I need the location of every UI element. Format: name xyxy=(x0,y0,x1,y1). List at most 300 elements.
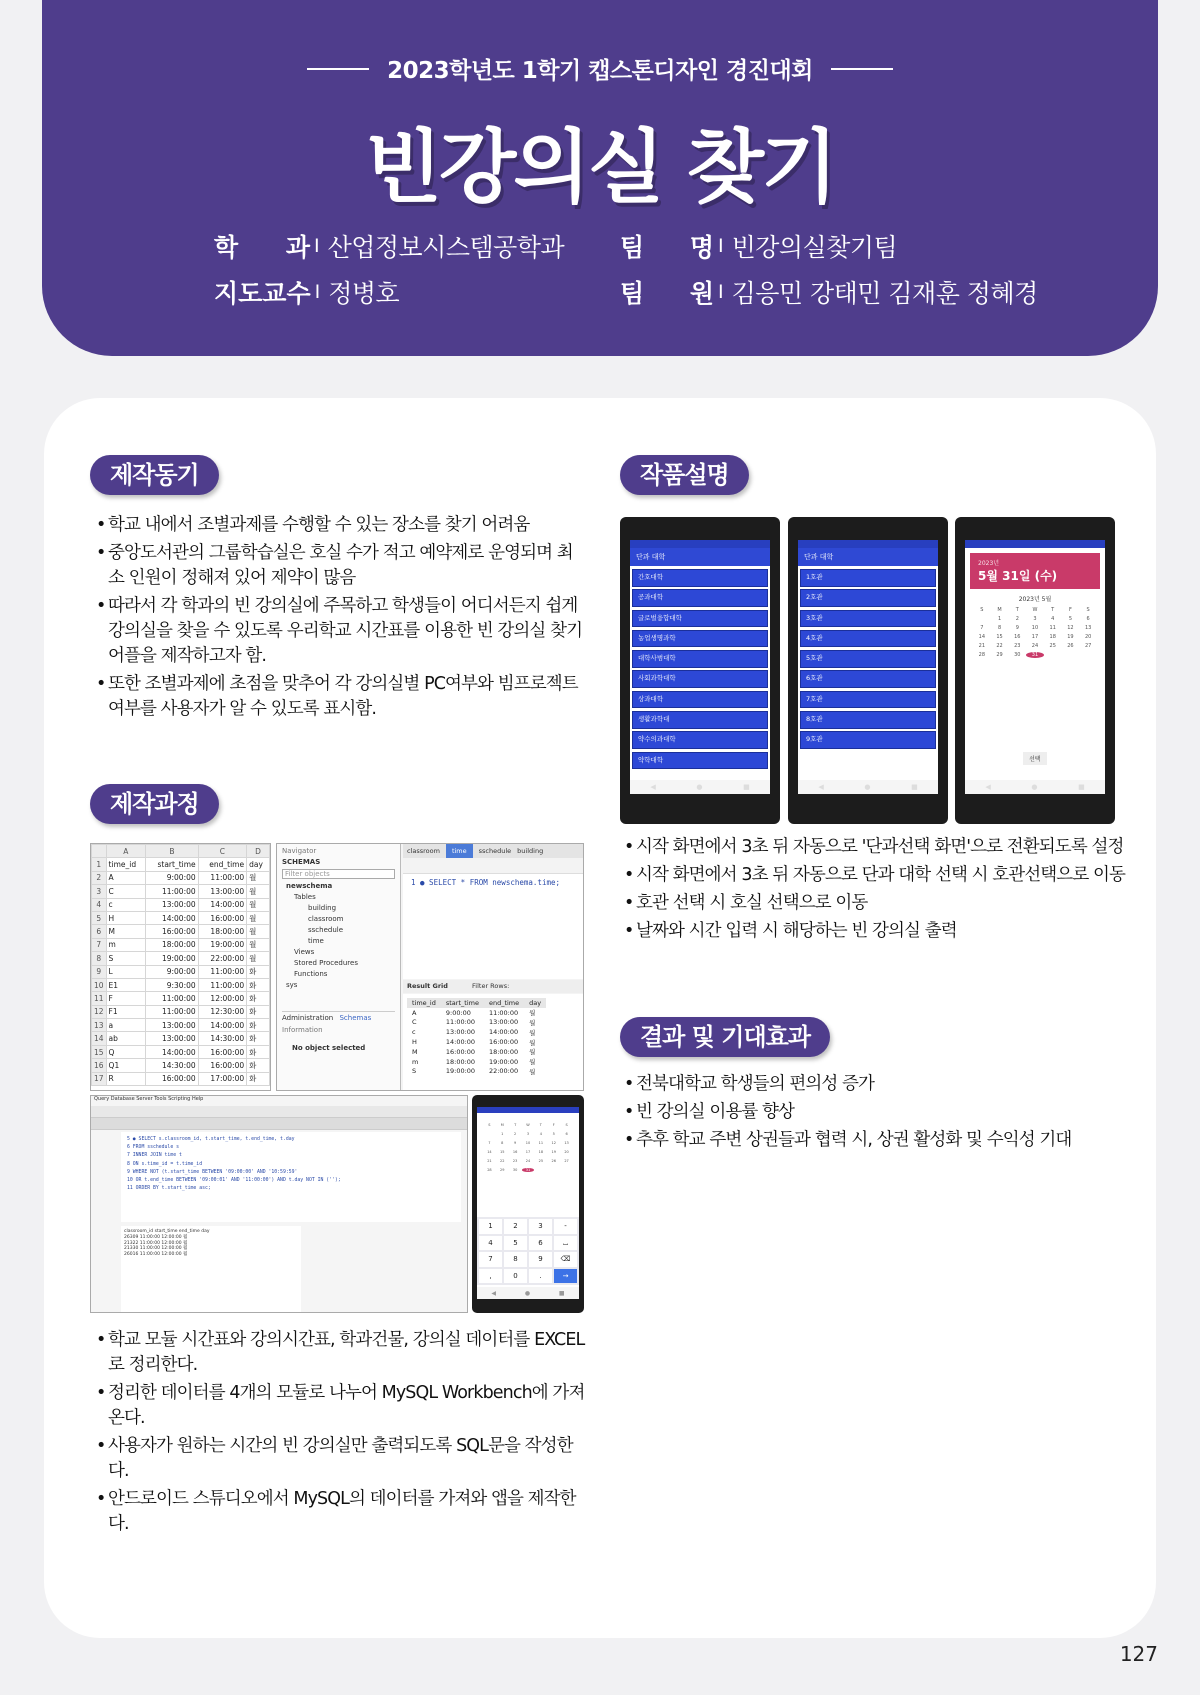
table-cell[interactable]: 16:00:00 xyxy=(146,1072,199,1085)
calendar-day[interactable]: S xyxy=(980,607,984,613)
table-cell[interactable]: 16:00:00 xyxy=(198,1059,246,1072)
table-cell[interactable]: 14:00:00 xyxy=(198,898,246,911)
table-row xyxy=(92,911,270,924)
calendar-day[interactable]: 4 xyxy=(539,1132,542,1136)
table-cell[interactable]: start_time xyxy=(146,858,199,871)
result-header-cell[interactable]: day xyxy=(524,998,546,1008)
result-table xyxy=(407,998,546,1076)
calendar-day[interactable]: 1 xyxy=(997,616,1002,622)
table-cell[interactable]: 17 xyxy=(92,1072,107,1085)
section-title-description: 작품설명 xyxy=(620,455,749,495)
table-cell[interactable]: end_time xyxy=(198,858,246,871)
calendar-day[interactable]: 15 xyxy=(996,634,1003,640)
table-cell[interactable]: 12 xyxy=(92,1005,107,1018)
table-cell[interactable]: 19:00:00 xyxy=(146,952,199,965)
table-cell[interactable]: F1 xyxy=(106,1005,146,1018)
calendar-day[interactable]: 7 xyxy=(980,625,984,631)
keypad-key[interactable]: 0 xyxy=(504,1269,527,1284)
table-cell[interactable]: 화 xyxy=(247,978,270,991)
table-cell[interactable]: 17:00:00 xyxy=(198,1072,246,1085)
column-header-cell[interactable]: D xyxy=(247,845,270,858)
table-cell[interactable]: c xyxy=(106,898,146,911)
keypad-key[interactable]: 6 xyxy=(529,1236,552,1251)
keypad-key[interactable]: 7 xyxy=(479,1252,502,1267)
table-cell[interactable]: 12:30:00 xyxy=(198,1005,246,1018)
list-item: • 안드로이드 스튜디오에서 MySQL의 데이터를 가져와 앱을 제작한다. xyxy=(96,1487,588,1537)
table-cell[interactable]: 11:00:00 xyxy=(198,871,246,884)
calendar-day[interactable] xyxy=(973,616,991,622)
phone-mockup-colleges xyxy=(620,517,780,824)
table-cell[interactable]: 화 xyxy=(247,1045,270,1058)
table-cell[interactable]: 11:00:00 xyxy=(146,885,199,898)
calendar-day[interactable]: 3 xyxy=(526,1132,530,1136)
column-header-cell[interactable]: A xyxy=(106,845,146,858)
list-item[interactable]: 상과대학 xyxy=(632,691,768,709)
table-cell[interactable]: 화 xyxy=(247,992,270,1005)
calendar-day[interactable]: 9 xyxy=(1015,625,1019,631)
table-cell[interactable]: time_id xyxy=(106,858,146,871)
table-cell[interactable]: 16:00:00 xyxy=(198,911,246,924)
home-icon[interactable]: ● xyxy=(1031,783,1038,791)
table-cell[interactable]: R xyxy=(106,1072,146,1085)
table-cell[interactable]: 화 xyxy=(247,1005,270,1018)
calendar-day[interactable]: 29 xyxy=(500,1168,505,1172)
list-item[interactable]: 3호관 xyxy=(800,610,936,628)
list-item[interactable]: 약수의과대학 xyxy=(632,731,768,749)
tree-item[interactable]: Views xyxy=(294,948,315,956)
calendar-day[interactable]: M xyxy=(997,607,1002,613)
calendar-day[interactable]: 31 xyxy=(522,1168,535,1172)
back-icon[interactable]: ◀ xyxy=(491,1289,497,1297)
app-header: 단과 대학 xyxy=(798,548,938,566)
table-cell: M xyxy=(412,1047,418,1056)
calendar-day[interactable]: 2 xyxy=(514,1132,517,1136)
keypad-key[interactable]: 8 xyxy=(504,1252,527,1267)
table-cell[interactable]: 13:00:00 xyxy=(146,1019,199,1032)
phone-mockup-calendar xyxy=(955,517,1115,824)
keypad-key[interactable]: ⌫ xyxy=(554,1252,577,1267)
table-cell[interactable]: 16:00:00 xyxy=(198,1045,246,1058)
calendar-day[interactable]: 9 xyxy=(514,1141,517,1145)
table-cell[interactable]: 월 xyxy=(247,938,270,951)
result-line: classroom_id start_time end_time day xyxy=(124,1229,210,1234)
keypad-key[interactable]: 2 xyxy=(504,1219,527,1234)
result-line: 21322 11:00:00 12:00:00 월 xyxy=(124,1240,188,1246)
table-row xyxy=(92,925,270,938)
calendar-day[interactable]: 14 xyxy=(487,1150,492,1154)
table-cell[interactable]: 3 xyxy=(92,885,107,898)
list-item[interactable]: 간호대학 xyxy=(632,569,768,587)
calendar-day[interactable]: 25 xyxy=(1049,643,1056,649)
table-cell[interactable]: 14:30:00 xyxy=(146,1059,199,1072)
keypad-key[interactable]: 1 xyxy=(479,1219,502,1234)
table-row xyxy=(92,1059,270,1072)
keypad-key[interactable]: ⌴ xyxy=(554,1236,577,1251)
table-cell[interactable]: 월 xyxy=(247,952,270,965)
picker-month: 2023년 5월 xyxy=(1018,596,1052,603)
table-cell[interactable]: 16 xyxy=(92,1059,107,1072)
back-icon[interactable]: ◀ xyxy=(818,783,824,791)
list-item[interactable]: 8호관 xyxy=(800,711,936,729)
calendar-day[interactable]: 10 xyxy=(1031,625,1039,631)
tab-administration[interactable]: Administration xyxy=(282,1014,334,1022)
keypad-key[interactable]: 4 xyxy=(479,1236,502,1251)
calendar-day[interactable]: 13 xyxy=(564,1141,569,1145)
table-cell[interactable]: 9:00:00 xyxy=(146,871,199,884)
table-cell[interactable]: 7 xyxy=(92,938,107,951)
recents-icon[interactable]: ■ xyxy=(558,1289,565,1297)
table-cell: 월 xyxy=(529,1048,536,1057)
list-item[interactable]: 사회과학대학 xyxy=(632,670,768,688)
table-row[interactable] xyxy=(407,1027,546,1037)
table-cell: 19:00:00 xyxy=(488,1057,519,1066)
back-icon[interactable]: ◀ xyxy=(985,783,991,791)
code-line: 10 OR t.end_time BETWEEN '09:00:01' AND '11:00:00') AND t.day NOT IN (''); xyxy=(127,1178,341,1184)
calendar-day[interactable]: 19 xyxy=(1067,634,1074,640)
table-cell[interactable]: 2 xyxy=(92,871,107,884)
list-item[interactable]: 7호관 xyxy=(800,691,936,709)
table-cell: 18:00:00 xyxy=(445,1057,476,1066)
calendar-day[interactable]: 27 xyxy=(564,1159,569,1163)
calendar-day[interactable]: 18 xyxy=(1049,634,1056,640)
tree-item[interactable]: classroom xyxy=(308,915,344,923)
calendar-day[interactable]: 26 xyxy=(1067,643,1074,649)
calendar-day[interactable]: T xyxy=(539,1123,542,1127)
calendar-day[interactable]: 20 xyxy=(564,1150,569,1154)
calendar-day[interactable]: 6 xyxy=(1086,616,1090,622)
tree-item[interactable]: sys xyxy=(286,981,298,989)
table-cell[interactable]: A xyxy=(106,871,146,884)
calendar-day[interactable]: 11 xyxy=(538,1141,544,1145)
calendar-day[interactable]: 17 xyxy=(1031,634,1039,640)
recents-icon[interactable]: ■ xyxy=(743,783,750,791)
table-cell[interactable]: 화 xyxy=(247,965,270,978)
schemas-title: SCHEMAS xyxy=(282,858,321,866)
calendar-day[interactable]: T xyxy=(1015,607,1019,613)
calendar-day[interactable]: 16 xyxy=(512,1150,518,1154)
phone-screen xyxy=(630,540,770,794)
list-item[interactable]: 공과대학 xyxy=(632,589,768,607)
calendar-day[interactable]: 18 xyxy=(538,1150,544,1154)
table-row xyxy=(92,1072,270,1085)
table-cell[interactable]: 11:00:00 xyxy=(146,992,199,1005)
table-cell[interactable]: H xyxy=(106,911,146,924)
list-item[interactable]: 6호관 xyxy=(800,670,936,688)
confirm-button[interactable]: 선택 xyxy=(1023,752,1047,765)
list-item[interactable]: 5호관 xyxy=(800,650,936,668)
column-header-cell[interactable] xyxy=(92,845,107,858)
table-cell[interactable]: 화 xyxy=(247,1072,270,1085)
calendar-day[interactable]: 22 xyxy=(500,1159,505,1163)
table-cell[interactable]: 월 xyxy=(247,911,270,924)
table-cell[interactable]: 11:00:00 xyxy=(198,965,246,978)
picker-date: 5월 31일 (수) xyxy=(978,569,1058,583)
result-header-cell[interactable]: end_time xyxy=(484,998,524,1008)
calendar-day[interactable]: 31 xyxy=(1026,652,1044,658)
table-cell[interactable]: 19:00:00 xyxy=(198,938,246,951)
result-header-cell[interactable]: start_time xyxy=(441,998,484,1008)
calendar-day[interactable]: 7 xyxy=(488,1141,491,1145)
list-item[interactable]: 농업생명과학 xyxy=(632,630,768,648)
keypad-key[interactable]: - xyxy=(554,1219,577,1234)
calendar-day[interactable]: S xyxy=(565,1123,568,1127)
table-row[interactable] xyxy=(407,1037,546,1047)
table-cell[interactable]: 14:00:00 xyxy=(146,1045,199,1058)
table-row xyxy=(92,898,270,911)
calendar-day[interactable]: 22 xyxy=(996,643,1003,649)
table-cell[interactable]: 월 xyxy=(247,871,270,884)
table-cell[interactable]: 5 xyxy=(92,911,107,924)
navigator-title: Navigator xyxy=(282,847,317,855)
calendar-day[interactable]: T xyxy=(514,1123,517,1127)
menu-bar[interactable]: Query Database Server Tools Scripting Help xyxy=(94,1096,204,1102)
table-cell[interactable]: 1 xyxy=(92,858,107,871)
table-cell[interactable]: 11 xyxy=(92,992,107,1005)
tab-building[interactable]: building xyxy=(517,847,544,855)
table-cell[interactable]: a xyxy=(106,1019,146,1032)
table-cell[interactable]: 12:00:00 xyxy=(198,992,246,1005)
calendar-day[interactable]: 3 xyxy=(1033,616,1037,622)
list-item[interactable]: 4호관 xyxy=(800,630,936,648)
table-cell[interactable]: 9 xyxy=(92,965,107,978)
home-icon[interactable]: ● xyxy=(864,783,871,791)
toolbar xyxy=(91,1106,467,1118)
table-cell: 18:00:00 xyxy=(488,1047,519,1056)
table-cell[interactable]: C xyxy=(106,885,146,898)
table-cell[interactable]: 13:00:00 xyxy=(146,1032,199,1045)
tab-time[interactable]: time xyxy=(446,844,473,858)
tree-item[interactable]: Functions xyxy=(294,970,328,978)
calendar-grid xyxy=(477,1113,579,1172)
result-line: 21330 11:00:00 12:00:00 월 xyxy=(124,1246,188,1252)
table-cell[interactable]: 4 xyxy=(92,898,107,911)
table-cell[interactable]: 11:00:00 xyxy=(198,978,246,991)
calendar-day[interactable]: M xyxy=(500,1123,504,1127)
picker-year: 2023년 xyxy=(978,560,1000,567)
table-cell: 19:00:00 xyxy=(445,1067,476,1076)
calendar-day[interactable]: 24 xyxy=(1031,643,1039,649)
column-header-cell[interactable]: B xyxy=(146,845,199,858)
calendar-day[interactable]: 17 xyxy=(525,1150,531,1154)
list-item: • 시작 화면에서 3초 뒤 자동으로 단과 대학 선택 시 호관선택으로 이동 xyxy=(624,863,1144,888)
table-cell[interactable]: 6 xyxy=(92,925,107,938)
table-cell[interactable]: m xyxy=(106,938,146,951)
back-icon[interactable]: ◀ xyxy=(650,783,656,791)
list-item[interactable]: 대학사범대학 xyxy=(632,650,768,668)
calendar-day[interactable] xyxy=(483,1132,496,1136)
list-item[interactable]: 생활과학대 xyxy=(632,711,768,729)
calendar-day[interactable]: 28 xyxy=(978,652,986,658)
table-cell[interactable]: Q xyxy=(106,1045,146,1058)
table-cell[interactable]: 8 xyxy=(92,952,107,965)
code-line: 9 WHERE NOT (t.start_time BETWEEN '09:00:00' AND '10:59:59' xyxy=(127,1169,298,1175)
calendar-day[interactable]: 5 xyxy=(552,1132,555,1136)
table-cell[interactable]: ab xyxy=(106,1032,146,1045)
calendar-day[interactable]: 23 xyxy=(512,1159,518,1163)
table-cell[interactable]: 9:30:00 xyxy=(146,978,199,991)
keypad-key[interactable]: → xyxy=(554,1269,577,1284)
calendar-day[interactable]: 19 xyxy=(551,1150,556,1154)
table-row[interactable] xyxy=(407,1008,546,1018)
table-cell: C xyxy=(412,1018,417,1027)
result-header-cell[interactable]: time_id xyxy=(407,998,441,1008)
table-cell: 13:00:00 xyxy=(488,1018,519,1027)
list-item[interactable]: 2호관 xyxy=(800,589,936,607)
table-cell[interactable]: 14 xyxy=(92,1032,107,1045)
calendar-day[interactable]: 30 xyxy=(512,1168,518,1172)
calendar-day[interactable]: 23 xyxy=(1014,643,1021,649)
calendar-day[interactable]: 15 xyxy=(500,1150,505,1154)
calendar-day[interactable]: T xyxy=(1051,607,1055,613)
table-cell[interactable]: 9:00:00 xyxy=(146,965,199,978)
table-cell[interactable]: S xyxy=(106,952,146,965)
result-grid-label[interactable]: Result Grid xyxy=(407,982,448,990)
keypad-key[interactable]: , xyxy=(479,1269,502,1284)
table-cell[interactable]: day xyxy=(247,858,270,871)
table-cell: S xyxy=(412,1067,417,1076)
home-icon[interactable]: ● xyxy=(696,783,703,791)
calendar-day[interactable]: 10 xyxy=(525,1141,531,1145)
keypad-key[interactable]: . xyxy=(529,1269,552,1284)
sql-code[interactable] xyxy=(121,1132,461,1222)
calendar-day[interactable]: 16 xyxy=(1014,634,1021,640)
calendar-day[interactable]: 20 xyxy=(1084,634,1092,640)
phone-screen xyxy=(965,540,1105,794)
table-cell: 월 xyxy=(529,1009,536,1018)
tab-sschedule[interactable]: sschedule xyxy=(478,847,512,855)
recents-icon[interactable]: ■ xyxy=(911,783,918,791)
tab-classroom[interactable]: classroom xyxy=(407,847,440,855)
calendar-day[interactable]: 24 xyxy=(525,1159,531,1163)
calendar-day[interactable]: W xyxy=(526,1123,530,1127)
table-cell[interactable]: F xyxy=(106,992,146,1005)
table-cell[interactable]: 월 xyxy=(247,925,270,938)
list-item[interactable]: 약학대학 xyxy=(632,752,768,770)
tree-item[interactable]: building xyxy=(308,904,337,912)
table-cell[interactable]: Q1 xyxy=(106,1059,146,1072)
table-cell[interactable]: 13:00:00 xyxy=(198,885,246,898)
filter-input[interactable]: Filter objects xyxy=(282,869,395,879)
section-title-motivation: 제작동기 xyxy=(90,455,219,495)
calendar-day[interactable]: 12 xyxy=(1067,625,1074,631)
tree-item[interactable]: Tables xyxy=(294,893,316,901)
status-bar xyxy=(965,540,1105,548)
table-cell[interactable]: M xyxy=(106,925,146,938)
table-row[interactable] xyxy=(407,1018,546,1028)
calendar-day[interactable]: S xyxy=(1086,607,1090,613)
calendar-day[interactable]: 8 xyxy=(997,625,1002,631)
table-cell[interactable]: 월 xyxy=(247,898,270,911)
table-cell[interactable]: 22:00:00 xyxy=(198,952,246,965)
keypad-key[interactable]: 9 xyxy=(529,1252,552,1267)
calendar-day[interactable]: 2 xyxy=(1015,616,1019,622)
table-cell[interactable]: 13:00:00 xyxy=(146,898,199,911)
calendar-day[interactable]: 13 xyxy=(1084,625,1092,631)
table-cell[interactable]: 18:00:00 xyxy=(198,925,246,938)
calendar-day[interactable]: 30 xyxy=(1014,652,1021,658)
list-item[interactable]: 글로벌융합대학 xyxy=(632,610,768,628)
results-list xyxy=(624,1072,1144,1156)
tree-item[interactable]: newschema xyxy=(286,882,333,890)
calendar-day[interactable]: 21 xyxy=(487,1159,492,1163)
table-cell[interactable]: 화 xyxy=(247,1019,270,1032)
home-icon[interactable]: ● xyxy=(524,1289,531,1297)
table-cell[interactable]: 18:00:00 xyxy=(146,938,199,951)
calendar-day[interactable]: 27 xyxy=(1084,643,1092,649)
calendar-day[interactable]: 5 xyxy=(1068,616,1073,622)
calendar-day[interactable]: S xyxy=(488,1123,491,1127)
table-cell[interactable]: 10 xyxy=(92,978,107,991)
table-cell[interactable]: 15 xyxy=(92,1045,107,1058)
table-cell: 22:00:00 xyxy=(488,1067,519,1076)
table-cell[interactable]: 화 xyxy=(247,1032,270,1045)
table-cell[interactable]: 화 xyxy=(247,1059,270,1072)
calendar-day[interactable]: 28 xyxy=(487,1168,492,1172)
navigator-panel xyxy=(277,844,401,1090)
calendar-day[interactable]: 12 xyxy=(551,1141,556,1145)
calendar-day[interactable]: F xyxy=(552,1123,555,1127)
calendar-day[interactable]: 14 xyxy=(978,634,986,640)
tree-item[interactable]: time xyxy=(308,937,324,945)
list-item: • 정리한 데이터를 4개의 모듈로 나누어 MySQL Workbench에 가져온다. xyxy=(96,1381,588,1431)
table-row[interactable] xyxy=(407,1047,546,1057)
tree-item[interactable]: Stored Procedures xyxy=(294,959,358,967)
tab-schemas[interactable]: Schemas xyxy=(339,1014,372,1022)
table-row[interactable] xyxy=(407,1067,546,1077)
table-cell[interactable]: 14:30:00 xyxy=(198,1032,246,1045)
list-item[interactable]: 9호관 xyxy=(800,731,936,749)
keypad-key[interactable]: 3 xyxy=(529,1219,552,1234)
college-list xyxy=(630,566,770,775)
page-number: 127 xyxy=(1119,1642,1158,1666)
list-item[interactable]: 1호관 xyxy=(800,569,936,587)
calendar-day[interactable]: 29 xyxy=(996,652,1003,658)
calendar-day[interactable]: 4 xyxy=(1051,616,1055,622)
result-line: 26309 11:00:00 12:00:00 월 xyxy=(124,1234,188,1240)
calendar-day[interactable]: W xyxy=(1032,607,1038,613)
table-cell[interactable]: 월 xyxy=(247,885,270,898)
separator: I xyxy=(718,235,724,257)
calendar-day[interactable]: 25 xyxy=(538,1159,544,1163)
calendar-day[interactable]: 21 xyxy=(978,643,986,649)
calendar-day[interactable]: 1 xyxy=(501,1132,504,1136)
recents-icon[interactable]: ■ xyxy=(1078,783,1085,791)
tree-item[interactable]: sschedule xyxy=(308,926,344,934)
table-cell: 월 xyxy=(529,1067,536,1076)
android-nav-bar xyxy=(798,780,938,794)
info-advisor xyxy=(214,274,399,310)
calendar-day[interactable]: 6 xyxy=(565,1132,568,1136)
table-cell[interactable]: 13 xyxy=(92,1019,107,1032)
calendar-day[interactable]: 26 xyxy=(551,1159,556,1163)
calendar-day[interactable]: 8 xyxy=(501,1141,504,1145)
table-cell[interactable]: 16:00:00 xyxy=(146,925,199,938)
table-cell[interactable]: 14:00:00 xyxy=(198,1019,246,1032)
table-cell[interactable]: 14:00:00 xyxy=(146,911,199,924)
divider-line-right xyxy=(831,68,893,70)
table-cell[interactable]: E1 xyxy=(106,978,146,991)
table-row[interactable] xyxy=(407,1057,546,1067)
sql-query[interactable]: 1 ● SELECT * FROM newschema.time; xyxy=(411,878,561,887)
calendar-day[interactable]: F xyxy=(1068,607,1072,613)
calendar-day[interactable]: 11 xyxy=(1049,625,1056,631)
department-value: 산업정보시스템공학과 xyxy=(327,233,565,262)
column-header-cell[interactable]: C xyxy=(198,845,246,858)
table-cell[interactable]: L xyxy=(106,965,146,978)
list-item: • 또한 조별과제에 초점을 맞추어 각 강의실별 PC여부와 빔프로젝트여부를 사용자가 알 수 있도록 표시함. xyxy=(96,672,588,722)
keypad-key[interactable]: 5 xyxy=(504,1236,527,1251)
table-cell[interactable]: 11:00:00 xyxy=(146,1005,199,1018)
